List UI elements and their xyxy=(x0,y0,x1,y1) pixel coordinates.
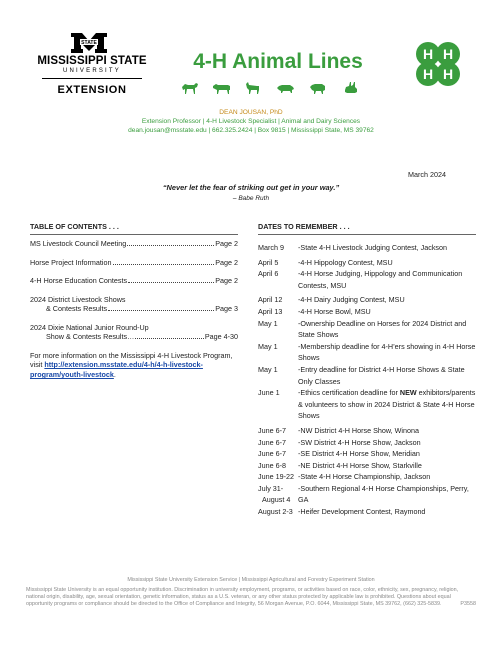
toc-item[interactable] xyxy=(30,239,238,249)
event-label: -NE District 4-H Horse Show, Starkville xyxy=(298,460,422,470)
author-role: Extension Professor | 4-H Livestock Specialist | Animal and Dairy Sciences xyxy=(141,118,361,125)
event-label: -State 4-H Livestock Judging Contest, Jackson xyxy=(298,243,448,252)
cow-icon xyxy=(213,84,230,94)
more-info-lead: For more information on the Mississippi 4-H Livestock Program, visit xyxy=(30,350,233,370)
date-row xyxy=(258,257,476,269)
toc-item-label: 4-H Horse Education Contests xyxy=(30,276,128,285)
date-label: May 1 xyxy=(258,364,278,374)
toc-divider xyxy=(30,234,238,235)
dates-list xyxy=(258,242,476,518)
author-name: DEAN JOUSAN, PhD xyxy=(219,109,283,116)
toc-item[interactable] xyxy=(30,258,238,268)
table-of-contents xyxy=(30,222,238,380)
date-row xyxy=(258,437,476,449)
toc-item[interactable] xyxy=(30,323,238,342)
event-label: -SE District 4-H Horse Show, Meridian xyxy=(298,449,420,459)
date-row xyxy=(258,471,476,483)
msu-university: UNIVERSITY xyxy=(62,68,121,74)
date-label: July 31- August 4 xyxy=(258,483,291,505)
goat-icon xyxy=(246,82,259,94)
event-label: -4-H Dairy Judging Contest, MSU xyxy=(298,295,405,305)
event-label: -Ownership Deadline on Horses for 2024 District and State Shows xyxy=(298,318,467,340)
dates-divider xyxy=(258,234,476,235)
date-label: March 9 xyxy=(258,243,284,252)
date-label: June 6-7 xyxy=(258,437,286,447)
more-info-end: . xyxy=(113,370,116,380)
msu-name: MISSISSIPPI STATE xyxy=(37,55,147,67)
toc-item-page: Page 3 xyxy=(215,304,238,313)
event-label: -State 4-H Horse Championship, Jackson xyxy=(298,472,431,482)
date-label: April 6 xyxy=(258,269,279,279)
sheep-icon xyxy=(310,84,325,94)
date-row xyxy=(258,268,476,291)
date-label: May 1 xyxy=(258,318,278,328)
event-label: -4-H Horse Judging, Hippology and Communication Contests, MSU xyxy=(298,269,463,290)
date-row xyxy=(258,294,476,306)
svg-text:H: H xyxy=(442,46,454,62)
date-label: April 5 xyxy=(258,257,279,267)
event-label: -Entry deadline for District 4-H Horse Shows & State Only Classes xyxy=(298,364,465,386)
dates-to-remember xyxy=(258,222,476,518)
date-row xyxy=(258,341,476,364)
date-row xyxy=(258,425,476,437)
date-row xyxy=(258,387,476,422)
horse-icon xyxy=(182,83,198,94)
msu-extension-logo xyxy=(36,32,148,100)
toc-item-page: Page 4-30 xyxy=(204,332,238,341)
date-label: August 2-3 xyxy=(258,507,293,517)
author-contact: dean.jousan@msstate.edu | 662.325.2424 | Box 9815 | Mississippi State, MS 39762 xyxy=(128,127,374,134)
livestock-program-link[interactable]: http://extension.msstate.edu/4-h/4-h-livestock-program/youth-livestock xyxy=(30,360,203,380)
toc-item-label-cont: & Contests Results xyxy=(46,304,108,313)
toc-item-label: MS Livestock Council Meeting xyxy=(30,239,127,248)
date-row xyxy=(258,506,476,518)
logo-divider xyxy=(42,78,142,79)
date-label: June 19-22 xyxy=(258,472,294,482)
msu-m-shield-icon xyxy=(70,32,108,54)
date-row xyxy=(258,460,476,472)
date-label: May 1 xyxy=(258,341,278,351)
quote-author: – Babe Ruth xyxy=(232,195,270,202)
event-label: -Heifer Development Contest, Raymond xyxy=(298,507,426,517)
svg-text:H: H xyxy=(442,66,454,82)
date-label: June 6-8 xyxy=(258,460,286,470)
toc-item[interactable] xyxy=(30,276,238,286)
date-row xyxy=(258,318,476,341)
footer xyxy=(26,577,476,608)
event-label: -SW District 4-H Horse Show, Jackson xyxy=(298,437,421,447)
event-label: -4-H Horse Bowl, MSU xyxy=(298,306,371,316)
event-label: -Ethics certification deadline for NEW exhibitors/parents & volunteers to show in 2024 District & State 4-H Horse Shows xyxy=(298,388,476,421)
event-label: -NW District 4-H Horse Show, Winona xyxy=(298,425,420,435)
date-row xyxy=(258,306,476,318)
svg-text:H: H xyxy=(422,66,434,82)
msu-shield-text: STATE xyxy=(81,40,97,46)
footer-disclaimer-text: Mississippi State University is an equal opportunity institution. Discrimination in university employment, programs, or activities based on race, color, ethnicity, sex, pregnancy, religion, national origin, disability, age, sexual orientation, genetic information, status as a U.S. veteran, or any other status protected by applicable law is prohibited. Questions about equal opportunity programs or compliance should be directed to the Office of Compliance and Integrity, 56 Morgan Avenue, P.O. 6044, Mississippi State, MS 39762, (662) 325-5839. xyxy=(26,587,459,607)
dates-heading: DATES TO REMEMBER . . . xyxy=(258,222,350,231)
toc-item-page: Page 2 xyxy=(215,239,238,248)
toc-item-label: 2024 Dixie National Junior Round-Up xyxy=(30,322,149,332)
date-label: April 13 xyxy=(258,306,283,316)
4h-clover-icon xyxy=(410,36,466,92)
footer-disclaimer xyxy=(26,587,476,608)
event-label: -4-H Hippology Contest, MSU xyxy=(298,257,393,267)
date-row xyxy=(258,448,476,460)
event-label: -Membership deadline for 4-H’ers showing in 4-H Horse Shows xyxy=(298,341,476,363)
toc-item-page: Page 2 xyxy=(215,257,238,267)
toc-item-page: Page 2 xyxy=(215,276,238,285)
date-label: June 6-7 xyxy=(258,449,286,459)
toc-heading: TABLE OF CONTENTS . . . xyxy=(30,222,119,231)
date-label: June 6-7 xyxy=(258,425,286,435)
quote-text: “Never let the fear of striking out get in your way.” xyxy=(162,183,340,192)
footer-affiliation: Mississippi State University Extension Service | Mississippi Agricultural and Forestry Experiment Station xyxy=(127,577,375,583)
issue-date: March 2024 xyxy=(408,170,446,179)
svg-text:H: H xyxy=(422,46,434,62)
toc-item[interactable] xyxy=(30,295,238,314)
animal-silhouettes xyxy=(178,81,378,95)
event-label: -Southern Regional 4-H Horse Championships, Perry, GA xyxy=(298,483,469,505)
newsletter-title: 4-H Animal Lines xyxy=(193,50,363,73)
toc-item-label-cont: Show & Contests Results… xyxy=(46,332,135,341)
msu-extension: EXTENSION xyxy=(57,84,127,96)
date-row xyxy=(258,483,476,506)
toc-item-label: Horse Project Information xyxy=(30,257,112,267)
date-label: April 12 xyxy=(258,295,283,305)
pig-icon xyxy=(277,85,294,93)
rabbit-icon xyxy=(345,82,357,93)
more-info-text xyxy=(30,351,238,380)
date-row xyxy=(258,242,476,254)
date-label: June 1 xyxy=(258,388,280,398)
footer-code: P3558 xyxy=(460,601,476,607)
toc-item-label: 2024 District Livestock Shows xyxy=(30,294,126,304)
date-row xyxy=(258,364,476,387)
author-credits xyxy=(60,108,442,135)
